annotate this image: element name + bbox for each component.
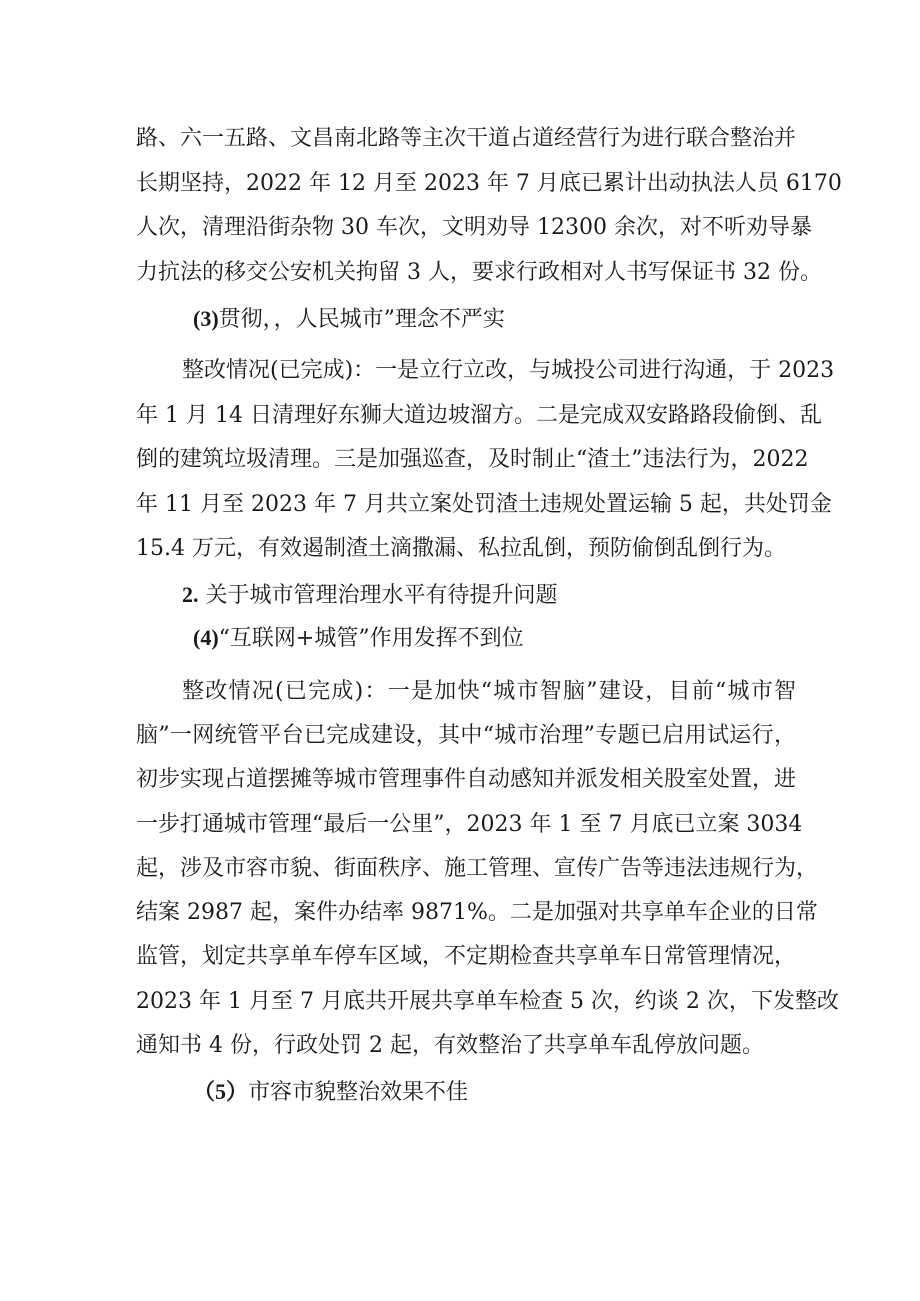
paragraph-line: 路、六一五路、文昌南北路等主次干道占道经营行为进行联合整治并 [136,126,797,151]
section-heading-3 [193,304,505,334]
section-heading-5 [193,1077,468,1107]
paragraph-line: 15.4 万元，有效遏制渣土滴撒漏、私拉乱倒，预防偷倒乱倒行为。 [136,536,786,561]
paragraph-line: 倒的建筑垃圾清理。三是加强巡查，及时制止“渣土”违法行为，2022 [136,447,809,472]
heading-text: 贯彻，，人民城市”理念不严实 [218,307,505,332]
paragraph-line: 监管，划定共享单车停车区域，不定期检查共享单车日常管理情况， [136,944,797,969]
section-heading-2 [182,580,558,610]
paragraph-line: 起，涉及市容市貌、街面秩序、施工管理、宣传广告等违法违规行为， [136,856,819,881]
heading-text: 关于城市管理治理水平有待提升问题 [198,583,558,608]
paragraph-line: 结案 2987 起，案件办结率 9871%。二是加强对共享单车企业的日常 [136,900,818,925]
heading-number: (4) [193,625,219,650]
paragraph-line: 通知书 4 份，行政处罚 2 起，有效整治了共享单车乱停放问题。 [136,1033,764,1058]
paragraph-line: 一步打通城市管理“最后一公里”，2023 年 1 至 7 月底已立案 3034 [136,812,803,837]
paragraph-line: 整改情况(已完成)：一是加快“城市智脑”建设，目前“城市智 [182,679,796,704]
paragraph-line: 脑”一网统管平台已完成建设，其中“城市治理”专题已启用试运行， [136,723,796,748]
paragraph-line: 人次，清理沿街杂物 30 车次，文明劝导 12300 余次，对不听劝导暴 [136,215,812,240]
heading-text: 市容市貌整治效果不佳 [248,1080,469,1105]
paragraph-line: 2023 年 1 月至 7 月底共开展共享单车检查 5 次，约谈 2 次，下发整改 [136,989,839,1014]
paragraph-line: 初步实现占道摆摊等城市管理事件自动感知并派发相关股室处置，进 [136,767,797,792]
paragraph-line: 整改情况(已完成)：一是立行立改，与城投公司进行沟通，于 2023 [182,358,835,383]
heading-number: 2. [182,582,199,607]
paragraph-line: 年 11 月至 2023 年 7 月共立案处罚渣土违规处置运输 5 起，共处罚金 [136,492,832,517]
heading-number: (3) [193,306,219,331]
heading-number: （5） [193,1079,249,1104]
heading-text: “互联网+城管”作用发挥不到位 [218,626,524,651]
paragraph-line: 力抗法的移交公安机关拘留 3 人，要求行政相对人书写保证书 32 份。 [136,260,822,285]
paragraph-line: 长期坚持，2022 年 12 月至 2023 年 7 月底已累计出动执法人员 6170 [136,171,842,196]
paragraph-line: 年 1 月 14 日清理好东狮大道边坡溜方。二是完成双安路路段偷倒、乱 [136,403,822,428]
section-heading-4 [193,623,524,653]
